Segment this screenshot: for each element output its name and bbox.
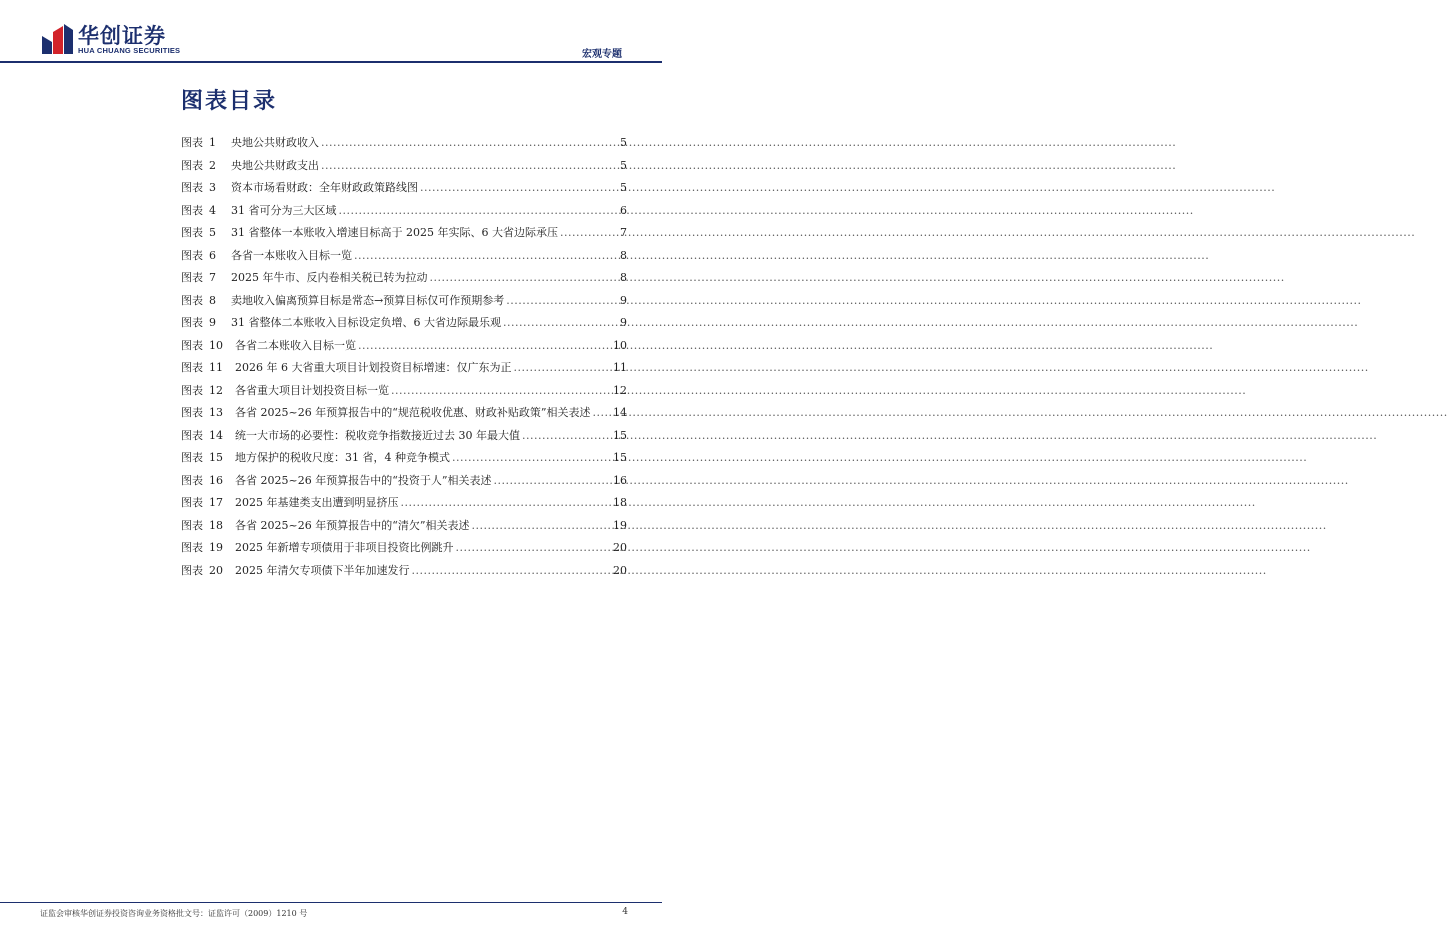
toc-entry-number: 14 [209, 428, 223, 442]
toc-entry-number: 2 [209, 158, 216, 172]
toc-entry-number: 10 [209, 338, 223, 352]
toc-entry-title: 2025 年新增专项债用于非项目投资比例跳升 [235, 541, 454, 554]
toc-entry-label: 图表 [181, 496, 203, 509]
toc-entry-page: 5 [620, 181, 627, 194]
toc-dot-leader [358, 339, 611, 352]
logo-english-name: HUA CHUANG SECURITIES [78, 46, 181, 55]
toc-entry-label: 图表 [181, 563, 203, 577]
toc-entry-label: 图表 [181, 338, 203, 352]
toc-entry-title: 资本市场看财政：全年财政政策路线图 [231, 181, 418, 194]
toc-entry-page: 15 [613, 428, 627, 442]
toc-entry-page: 5 [620, 158, 627, 172]
toc-entry[interactable] [181, 202, 627, 225]
toc-entry-label: 图表 [181, 293, 203, 307]
toc-entry-number: 13 [209, 406, 223, 419]
toc-entry-label: 图表 [181, 383, 203, 397]
toc-entry[interactable] [181, 179, 627, 202]
toc-dot-leader [339, 204, 619, 217]
toc-dot-leader [401, 496, 612, 509]
toc-entry-title: 央地公共财政支出 [231, 158, 319, 172]
toc-entry[interactable] [181, 134, 627, 157]
toc-entry-title: 地方保护的税收尺度：31 省，4 种竞争模式 [235, 451, 450, 464]
footer-disclaimer: 证监会审核华创证券投资咨询业务资格批文号：证监许可（2009）1210 号 [40, 909, 308, 918]
toc-entry-page: 9 [620, 316, 627, 329]
toc-entry-title: 卖地收入偏离预算目标是常态→预算目标仅可作预期参考 [231, 293, 505, 307]
report-category-tag: 宏观专题 [582, 49, 622, 60]
toc-dot-leader [493, 474, 611, 487]
toc-entry-page: 7 [620, 226, 627, 239]
toc-dot-leader [560, 226, 618, 239]
toc-entry-page: 9 [620, 293, 627, 307]
toc-entry[interactable] [181, 359, 627, 382]
toc-entry-title: 各省重大项目计划投资目标一览 [235, 383, 389, 397]
toc-entry[interactable] [181, 517, 627, 540]
company-logo [40, 20, 181, 60]
logo-chinese-name: 华创证券 [78, 24, 166, 48]
toc-entry-page: 20 [613, 563, 627, 577]
toc-entry-label: 图表 [181, 226, 203, 239]
toc-entry-label: 图表 [181, 158, 203, 172]
toc-dot-leader [456, 541, 612, 554]
toc-entry[interactable] [181, 562, 627, 585]
toc-dot-leader [391, 384, 611, 397]
toc-entry-title: 各省 2025~26 年预算报告中的“投资于人”相关表述 [235, 473, 492, 487]
toc-entry-title: 31 省整体二本账收入目标设定负增、6 大省边际最乐观 [231, 316, 501, 329]
toc-entry-number: 12 [209, 383, 223, 397]
toc-dot-leader [321, 136, 618, 149]
header-divider [0, 61, 662, 63]
toc-dot-leader [430, 271, 619, 284]
toc-entry-label: 图表 [181, 136, 203, 149]
toc-entry[interactable] [181, 224, 627, 247]
toc-entry-page: 6 [620, 203, 627, 217]
toc-entry-label: 图表 [181, 271, 203, 284]
toc-entry-title: 2026 年 6 大省重大项目计划投资目标增速：仅广东为正 [235, 361, 512, 374]
toc-entry-page: 15 [613, 451, 627, 464]
toc-entry-number: 8 [209, 293, 216, 307]
toc-dot-leader [452, 451, 611, 464]
toc-entry-number: 4 [209, 203, 216, 217]
toc-entry-number: 3 [209, 181, 216, 194]
figure-list [181, 134, 627, 584]
toc-entry-page: 10 [613, 338, 627, 352]
toc-dot-leader [522, 429, 611, 442]
toc-entry[interactable] [181, 382, 627, 405]
toc-entry-title: 2025 年牛市、反内卷相关税已转为拉动 [231, 271, 428, 284]
toc-entry-number: 7 [209, 271, 216, 284]
toc-entry-number: 19 [209, 541, 223, 554]
toc-entry-label: 图表 [181, 518, 203, 532]
toc-dot-leader [471, 519, 611, 532]
toc-entry-title: 2025 年清欠专项债下半年加速发行 [235, 563, 410, 577]
toc-entry-page: 8 [620, 271, 627, 284]
toc-entry-number: 6 [209, 248, 216, 262]
toc-entry[interactable] [181, 472, 627, 495]
toc-dot-leader [513, 361, 611, 374]
page-number: 4 [622, 907, 628, 917]
toc-entry[interactable] [181, 494, 627, 517]
toc-entry-number: 5 [209, 226, 216, 239]
toc-dot-leader [503, 316, 618, 329]
toc-entry[interactable] [181, 269, 627, 292]
toc-entry-label: 图表 [181, 406, 203, 419]
toc-entry-title: 31 省可分为三大区域 [231, 203, 337, 217]
toc-entry-number: 17 [209, 496, 223, 509]
toc-entry-number: 11 [209, 361, 223, 374]
toc-entry-page: 14 [613, 406, 627, 419]
toc-entry-page: 5 [620, 136, 627, 149]
toc-entry-title: 各省二本账收入目标一览 [235, 338, 356, 352]
toc-entry[interactable] [181, 337, 627, 360]
toc-entry[interactable] [181, 539, 627, 562]
brand-mark-icon [40, 22, 74, 56]
toc-entry-number: 1 [209, 136, 216, 149]
toc-entry-label: 图表 [181, 203, 203, 217]
toc-entry-label: 图表 [181, 473, 203, 487]
toc-entry-page: 19 [613, 518, 627, 532]
toc-entry-label: 图表 [181, 316, 203, 329]
toc-entry[interactable] [181, 314, 627, 337]
toc-entry-label: 图表 [181, 361, 203, 374]
toc-entry[interactable] [181, 157, 627, 180]
toc-entry-page: 11 [613, 361, 627, 374]
toc-entry-number: 20 [209, 563, 223, 577]
toc-entry-page: 20 [613, 541, 627, 554]
footer-divider [0, 902, 662, 903]
toc-entry-number: 16 [209, 473, 223, 487]
toc-dot-leader [321, 159, 618, 172]
toc-entry-title: 统一大市场的必要性：税收竞争指数接近过去 30 年最大值 [235, 428, 520, 442]
toc-entry[interactable] [181, 427, 627, 450]
toc-entry-title: 各省一本账收入目标一览 [231, 248, 352, 262]
toc-dot-leader [354, 249, 618, 262]
toc-entry[interactable] [181, 449, 627, 472]
toc-entry-title: 各省 2025~26 年预算报告中的“规范税收优惠、财政补贴政策”相关表述 [235, 406, 591, 419]
toc-entry-page: 18 [613, 496, 627, 509]
toc-entry[interactable] [181, 292, 627, 315]
toc-entry-number: 15 [209, 451, 223, 464]
toc-dot-leader [420, 181, 618, 194]
toc-entry-title: 31 省整体一本账收入增速目标高于 2025 年实际、6 大省边际承压 [231, 226, 558, 239]
toc-entry-number: 9 [209, 316, 216, 329]
toc-entry-label: 图表 [181, 181, 203, 194]
toc-entry-page: 16 [613, 473, 627, 487]
toc-dot-leader [592, 406, 611, 419]
toc-entry[interactable] [181, 247, 627, 270]
toc-dot-leader [412, 564, 612, 577]
toc-entry-label: 图表 [181, 428, 203, 442]
toc-entry-title: 各省 2025~26 年预算报告中的“清欠”相关表述 [235, 518, 470, 532]
toc-entry[interactable] [181, 404, 627, 427]
toc-entry-label: 图表 [181, 248, 203, 262]
toc-title: 图表目录 [181, 89, 278, 114]
toc-entry-page: 12 [613, 383, 627, 397]
toc-entry-label: 图表 [181, 451, 203, 464]
toc-entry-title: 央地公共财政收入 [231, 136, 319, 149]
toc-entry-number: 18 [209, 518, 223, 532]
toc-entry-title: 2025 年基建类支出遭到明显挤压 [235, 496, 399, 509]
toc-dot-leader [506, 294, 618, 307]
toc-entry-label: 图表 [181, 541, 203, 554]
toc-entry-page: 8 [620, 248, 627, 262]
